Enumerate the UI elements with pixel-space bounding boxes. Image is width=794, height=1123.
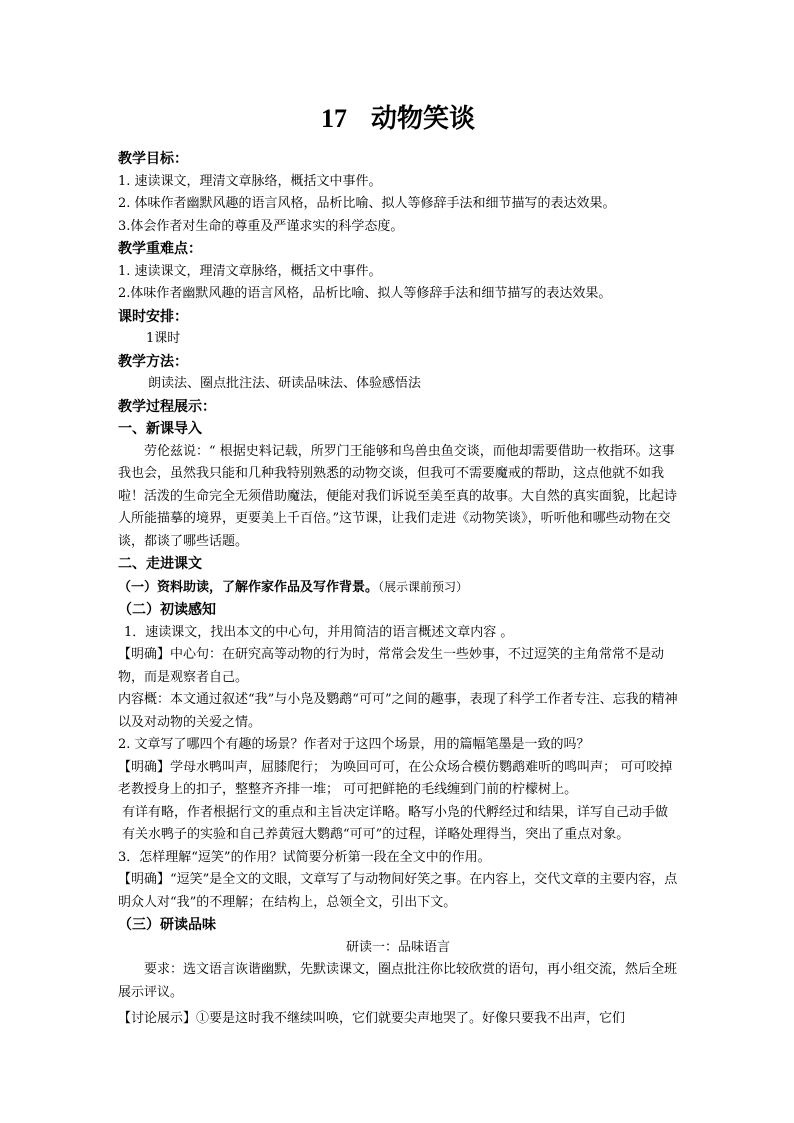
answer-1-text: 中心句：在研究高等动物的行为时，常常会发生一些妙事，不过逗笑的主角常常不是动物，而是观察者自己。	[118, 647, 665, 685]
goal-item-3: 3.体会作者对生命的尊重及严谨求实的科学态度。	[118, 218, 404, 234]
goal-item-2: 2. 体味作者幽默风趣的语言风格，品析比喻、拟人等修辞手法和细节描写的表达效果。	[118, 196, 616, 211]
answer-3-text: “逗笑”是全文的文眼，文章写了与动物间好笑之事。在内容上，交代文章的主要内容，点明众人对“我”的不理解；在结构上，总领全文，引出下文。	[118, 872, 678, 910]
study-title: 研读一：品味语言	[345, 939, 450, 955]
goal-item-1: 1. 速读课文，理清文章脉络，概括文中事件。	[118, 173, 382, 189]
discussion-text: ①要是这时我不继续叫唤，它们就要尖声地哭了。好像只要我不出声，它们	[196, 1011, 626, 1026]
answer-1-label: 【明确】	[118, 647, 171, 662]
answer-1	[118, 644, 678, 689]
goals-heading: 教学目标：	[118, 151, 188, 167]
question-1: 1．速读课文，找出本文的中心句，并用简洁的语言概述文章内容 。	[124, 624, 514, 640]
sub1-note: （展示课前预习）	[378, 579, 469, 594]
answer-1-summary: 内容概：本文通过叙述“我”与小凫及鹦鹉“可可”之间的趣事，表现了科学工作者专注、忘我的精神以及对动物的关爱之情。	[118, 692, 678, 730]
lesson-title	[118, 92, 678, 146]
discussion-label: 【讨论展示】	[118, 1011, 197, 1026]
section1-heading: 一、新课导入	[118, 421, 202, 437]
answer-3	[118, 869, 678, 914]
study-requirement: 要求：选文语言诙谐幽默，先默读课文，圈点批注你比较欣赏的语句，再小组交流，然后全班展示评议。	[118, 962, 678, 1000]
schedule-value: 1课时	[146, 331, 181, 346]
keypoint-item-2: 2.体味作者幽默风趣的语言风格，品析比喻、拟人等修辞手法和细节描写的表达效果。	[118, 286, 612, 301]
schedule-heading: 课时安排：	[118, 308, 188, 325]
question-3: 3．怎样理解“逗笑”的作用？试简要分析第一段在全文中的作用。	[118, 849, 491, 865]
sub1-heading: （一）资料助读，了解作家作品及写作背景。	[118, 579, 379, 595]
keypoints-heading: 教学重难点：	[118, 241, 202, 257]
sub3-heading: （三）研读品味	[118, 917, 216, 933]
answer-3-label: 【明确】	[118, 872, 171, 887]
answer-2-text: 学母水鸭叫声，屈膝爬行； 为唤回可可，在公众场合模仿鹦鹉难听的鸣叫声； 可可咬掉老教授身上的扣子，整整齐齐排一堆； 可可把鲜艳的毛线缠到门前的柠檬树上。	[118, 759, 673, 797]
section2-heading: 二、走进课文	[118, 556, 202, 572]
process-heading: 教学过程展示：	[118, 398, 216, 415]
discussion	[118, 1008, 678, 1031]
section1-paragraph: 劳伦兹说：“ 根据史料记载，所罗门王能够和鸟兽虫鱼交谈，而他却需要借助一枚指环。这事我也会，虽然我只能和几种我特别熟悉的动物交谈，但我可不需要魔戒的帮助，这点他就不如我啦！活泼的生命完全无须借助魔法，便能对我们诉说至美至真的故事。大自然的真实面貌，比起诗人所能描摹的境界，更要美上千百倍。”这节课，让我们走进《动物笑谈》，听听他和哪些动物在交谈，都谈了哪些话题。	[118, 443, 678, 549]
lesson-number: 17	[320, 104, 347, 133]
sub1-line	[118, 576, 678, 600]
answer-2-label: 【明确】	[118, 759, 171, 775]
question-2: 2. 文章写了哪四个有趣的场景？作者对于这四个场景，用的篇幅笔墨是一致的吗？	[118, 737, 590, 752]
methods-heading: 教学方法：	[118, 353, 188, 370]
methods-value: 朗读法、圈点批注法、研读品味法、体验感悟法	[148, 376, 422, 391]
answer-2-detail: 有详有略，作者根据行文的重点和主旨决定详略。略写小凫的代孵经过和结果，详写自己动手做有关水鸭子的实验和自己养黄冠大鹦鹉“可可”的过程，详略处理得当，突出了重点对象。	[122, 804, 669, 842]
sub2-heading: （二）初读感知	[118, 602, 216, 618]
keypoint-item-1: 1. 速读课文，理清文章脉络，概括文中事件。	[118, 263, 382, 279]
answer-2	[118, 757, 678, 802]
lesson-title-text: 动物笑谈	[370, 104, 475, 134]
document-page	[118, 92, 678, 1031]
